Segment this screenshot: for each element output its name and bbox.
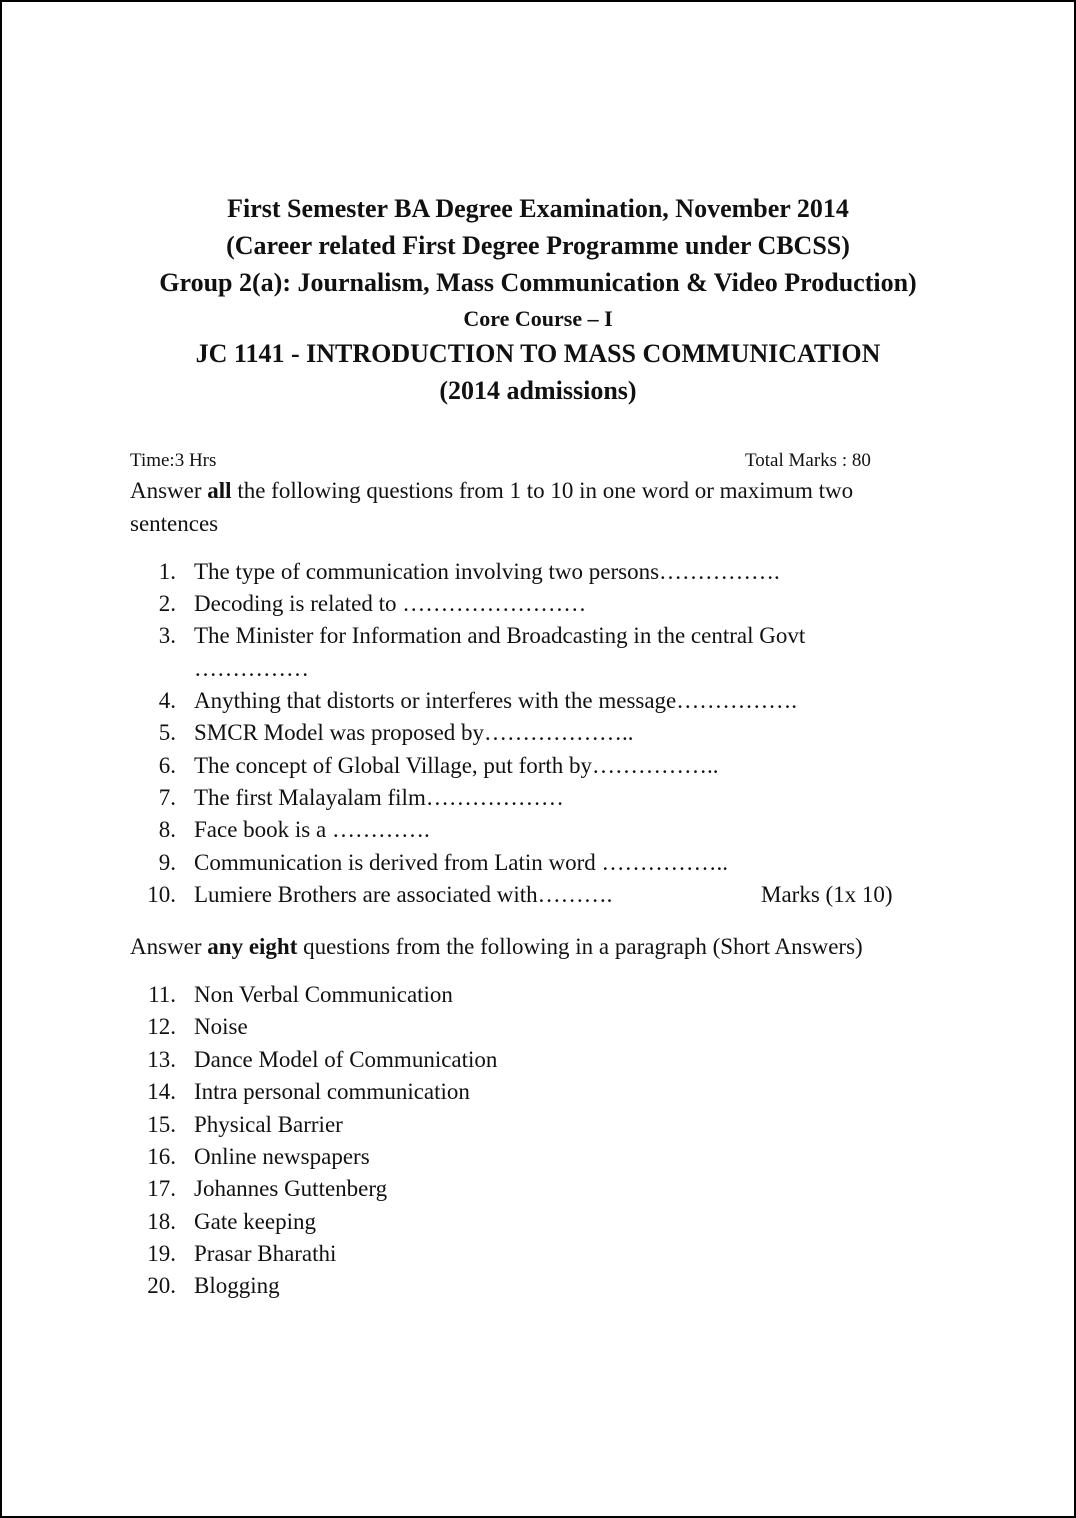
time-label: Time:3 Hrs [130, 450, 217, 471]
question-text: Dance Model of Communication [194, 1047, 498, 1072]
question-continuation: …………… [194, 656, 309, 681]
admissions-line: (2014 admissions) [439, 376, 637, 405]
section2-instruction-bold: any eight [207, 934, 298, 959]
question-text: The Minister for Information and Broadcasting in the central Govt [194, 623, 806, 648]
question-text: Anything that distorts or interferes with the message……………. [194, 688, 798, 713]
question-text: Communication is derived from Latin word …………….. [194, 850, 729, 875]
question-number: 18. [147, 1209, 176, 1234]
exam-title: First Semester BA Degree Examination, November 2014 [227, 194, 849, 223]
question-text: SMCR Model was proposed by……………….. [194, 720, 634, 745]
question-number: 6. [158, 753, 176, 778]
question-text: Gate keeping [194, 1209, 316, 1234]
question-number: 12. [147, 1014, 176, 1039]
section1-instruction-bold: all [207, 478, 232, 503]
question-number: 8. [158, 817, 176, 842]
question-text: Noise [194, 1014, 248, 1039]
question-number: 13. [147, 1047, 176, 1072]
question-number: 14. [147, 1079, 176, 1104]
question-text: Physical Barrier [194, 1112, 343, 1137]
course-title: JC 1141 - INTRODUCTION TO MASS COMMUNICATION [195, 339, 881, 368]
question-number: 9. [158, 850, 176, 875]
question-number: 1. [158, 559, 176, 584]
question-text: Face book is a …………. [194, 817, 430, 842]
section1-instruction-pre: Answer [130, 478, 208, 503]
question-text: Decoding is related to …………………… [194, 591, 587, 616]
question-number: 11. [148, 982, 176, 1007]
question-text: Online newspapers [194, 1144, 370, 1169]
question-number: 7. [158, 785, 176, 810]
section1-instruction [130, 474, 920, 540]
question-text: Lumiere Brothers are associated with………. [194, 882, 613, 907]
question-text: Prasar Bharathi [194, 1241, 337, 1266]
question-text: Blogging [194, 1273, 280, 1298]
question-text: The type of communication involving two persons……………. [194, 559, 780, 584]
core-course-line: Core Course – I [463, 306, 613, 331]
question-number: 17. [147, 1176, 176, 1201]
question-number: 20. [147, 1273, 176, 1298]
question-text: Intra personal communication [194, 1079, 470, 1104]
section2-instruction-pre: Answer [130, 934, 208, 959]
question-number: 19. [147, 1241, 176, 1266]
total-marks-label: Total Marks : 80 [745, 450, 871, 471]
question-number: 4. [158, 688, 176, 713]
question-number: 5. [158, 720, 176, 745]
question-text: Johannes Guttenberg [194, 1176, 388, 1201]
question-text: The first Malayalam film……………… [194, 785, 564, 810]
section2-instruction-post: questions from the following in a paragraph (Short Answers) [297, 934, 863, 959]
question-text: Non Verbal Communication [194, 982, 453, 1007]
question-number: 3. [158, 623, 176, 648]
group-line: Group 2(a): Journalism, Mass Communication & Video Production) [159, 268, 917, 297]
section1-instruction-post: the following questions from 1 to 10 in one word or maximum two sentences [130, 478, 854, 536]
question-number: 16. [147, 1144, 176, 1169]
question-number: 2. [158, 591, 176, 616]
question-number: 15. [147, 1112, 176, 1137]
section2-instruction [130, 930, 950, 963]
question-text: The concept of Global Village, put forth by…………….. [194, 753, 719, 778]
marks-allocation: Marks (1x 10) [761, 882, 893, 907]
programme-line: (Career related First Degree Programme under CBCSS) [226, 231, 850, 260]
question-number: 10. [147, 882, 176, 907]
